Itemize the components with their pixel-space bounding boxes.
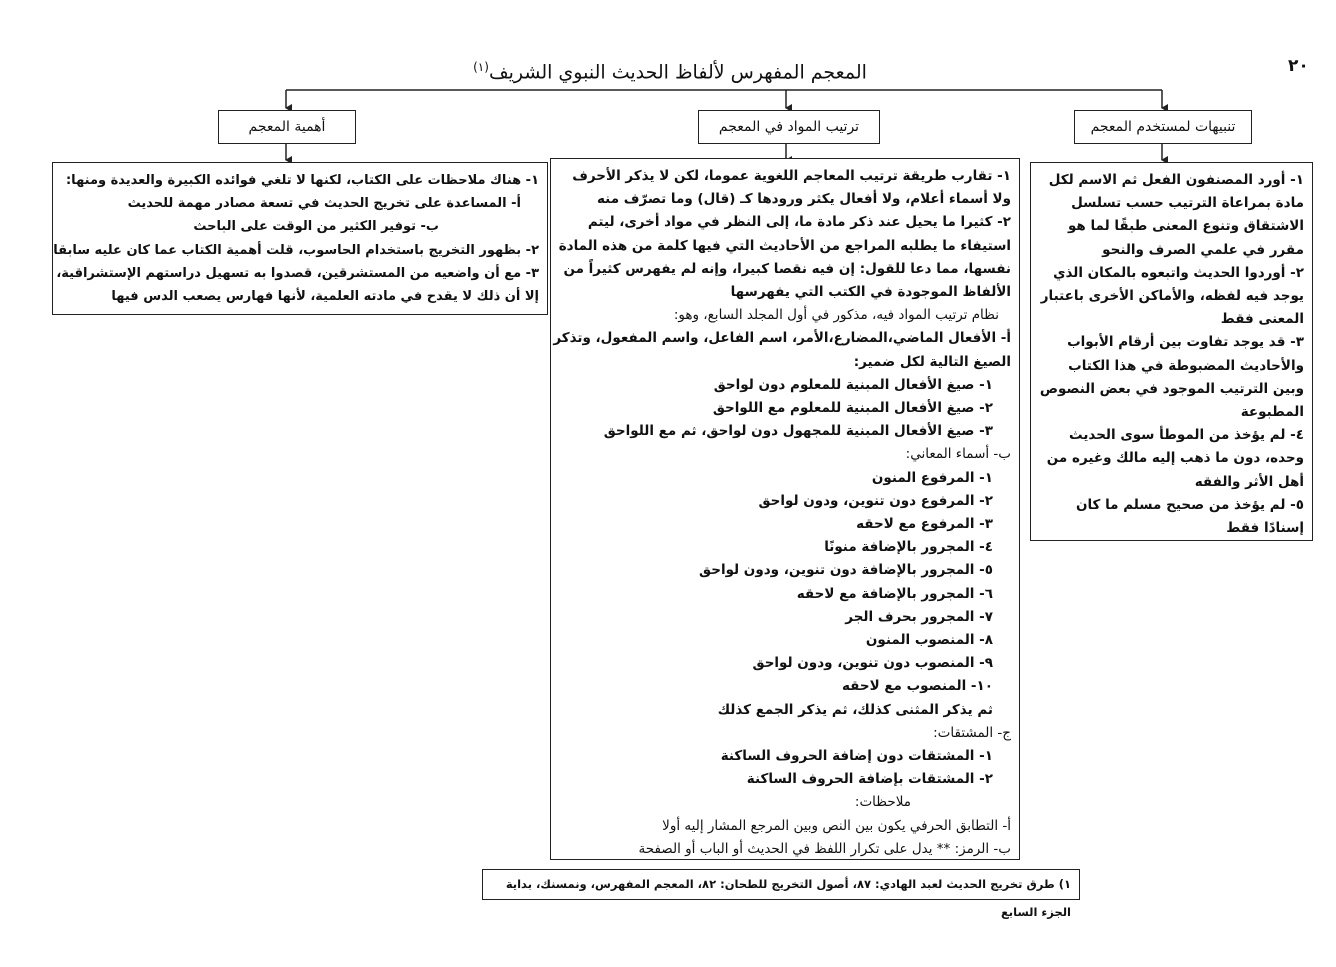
box-arrangement [550,158,1020,860]
intro-line: ٢- كثيرا ما يحيل عند ذكر مادة ما، إلى النظر في مواد أخرى، ليتم [587,214,1011,231]
intro-line: ولا أسماء أعلام، ولا أفعال يكثر ورودها كـ (قال) وما تصرّف منه [597,191,1011,208]
section-b-item: ٧- المجرور بحرف الجر [845,608,993,625]
section-b-heading: ب- أسماء المعاني: [905,446,1011,463]
section-b-item: ٩- المنصوب دون تنوين، ودون لواحق [752,655,993,672]
notes-item: أ- التطابق الحرفي يكون بين النص وبين المرجع المشار إليه أولا [662,817,1011,834]
section-a-line: الصيغ التالية لكل ضمير: [853,353,1011,370]
intro-line: الألفاظ الموجودة في الكتب التي يفهرسها [730,284,1011,301]
section-b-item: ١٠- المنصوب مع لاحقه [841,678,993,695]
section-b-item: ٨- المنصوب المنون [865,632,993,649]
section-b-item: ٢- المرفوع دون تنوين، ودون لواحق [758,492,993,509]
section-b-item: ١- المرفوع المنون [871,469,993,486]
note-item: ٤- لم يؤخذ من الموطأ سوى الحديث وحده، دون ما ذهب إليه مالك وغيره من أهل الأثر والفقه [1046,427,1304,490]
section-a-line: أ- الأفعال الماضي،المضارع،الأمر، اسم الفاعل، واسم المفعول، وتذكر [553,330,1011,347]
note-item: ٢- أوردوا الحديث واتبعوه بالمكان الذي يوجد فيه لفظه، والأماكن الأخرى باعتبار المعنى فقط [1040,264,1304,328]
box-importance [52,162,548,315]
importance-line: إلا أن ذلك لا يقدح في مادته العلمية، لأنها فهارس يصعب الدس فيها [111,289,539,305]
intro-line: ١- تقارب طريقة ترتيب المعاجم اللغوية عموما، لكن لا يذكر الأحرف [572,168,1011,184]
section-b-item: ٥- المجرور بالإضافة دون تنوين، ودون لواحق [699,562,993,579]
section-b-item: ٣- المرفوع مع لاحقه [856,516,993,533]
section-a-item: ١- صيغ الأفعال المبنية للمعلوم دون لواحق [713,376,993,393]
importance-line: ٣- مع أن واضعيه من المستشرقين، قصدوا به تسهيل دراستهم الإستشراقية، [56,265,539,281]
section-a-item: ٢- صيغ الأفعال المبنية للمعلوم مع اللواحق [712,400,993,417]
page-number: ٢٠ [1288,56,1309,76]
section-c-item: ٢- المشتقات بإضافة الحروف الساكنة [746,771,993,788]
note-item: ١- أورد المصنفون الفعل ثم الاسم لكل مادة بمراعاة الترتيب حسب تسلسل الاشتقاق وتنوع المعنى طبقًا لما هو مقرر في علمي الصرف والنحو [1048,172,1304,258]
note-item: ٣- قد يوجد تفاوت بين أرقام الأبواب والأحاديث المضبوطة في هذا الكتاب وبين الترتيب الموجود في بعض النصوص المطبوعة [1039,334,1304,421]
importance-line: ٢- بظهور التخريج باستخدام الحاسوب، قلت أهمية الكتاب عما كان عليه سابقا [53,242,539,258]
section-b-after: ثم يذكر المثنى كذلك، ثم يذكر الجمع كذلك [717,701,993,718]
section-b-item: ٤- المجرور بالإضافة منونًا [824,539,993,556]
title-footnote-mark: (١) [473,60,489,74]
notes-heading: ملاحظات: [854,794,911,811]
section-c-heading: ج- المشتقات: [933,724,1011,741]
title-text: المعجم المفهرس لألفاظ الحديث النبوي الشريف [488,61,867,84]
importance-line: ب- توفير الكثير من الوقت على الباحث [193,219,439,235]
order-note: نظام ترتيب المواد فيه، مذكور في أول المجلد السابع، وهو: [673,307,999,324]
section-b-item: ٦- المجرور بالإضافة مع لاحقه [796,585,993,602]
notes-item: ب- الرمز: ** يدل على تكرار اللفظ في الحديث أو الباب أو الصفحة [638,840,1011,857]
section-c-item: ١- المشتقات دون إضافة الحروف الساكنة [720,748,993,765]
footnote-box: ١) طرق تخريج الحديث لعبد الهادي: ٨٧، أصول التخريج للطحان: ٨٢، المعجم المفهرس، ونمسنك، بداية الجزء السابع [482,869,1080,900]
intro-line: استيفاء ما يطلبه المراجع من الأحاديث التي فيها كلمة من هذه المادة [558,237,1011,254]
header-importance: أهمية المعجم [218,110,356,144]
box-user-notes [1030,162,1313,541]
section-a-item: ٣- صيغ الأفعال المبنية للمجهول دون لواحق، ثم مع اللواحق [603,423,993,440]
note-item: ٥- لم يؤخذ من صحيح مسلم ما كان إسنادًا فقط [1075,496,1304,537]
header-user-notes: تنبيهات لمستخدم المعجم [1074,110,1252,144]
header-arrangement: ترتيب المواد في المعجم [698,110,880,144]
intro-line: نفسها، مما دعا للقول: إن فيه نقصا كبيرا، وإنه لم يفهرس كثيراً من [563,260,1011,277]
importance-line: ١- هناك ملاحظات على الكتاب، لكنها لا تلغي فوائده الكبيرة والعديدة ومنها: [65,173,539,188]
importance-line: أ- المساعدة على تخريج الحديث في تسعة مصادر مهمة للحديث [127,196,521,212]
